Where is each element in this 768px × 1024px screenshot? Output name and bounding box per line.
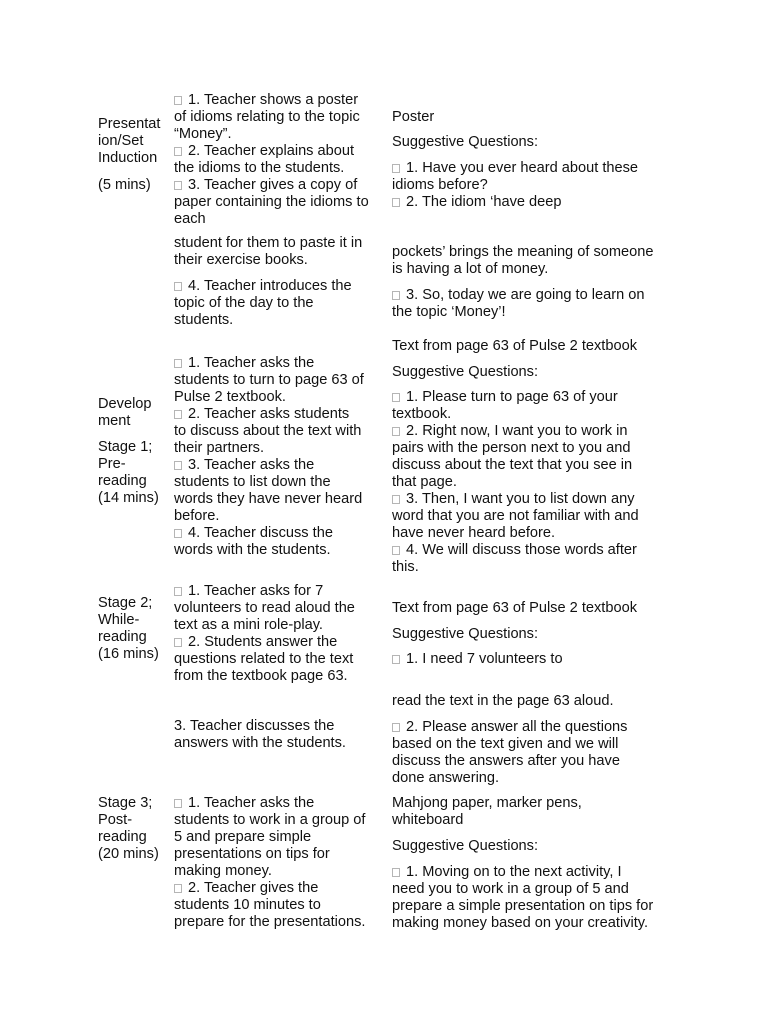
- bullet-icon: [174, 147, 182, 156]
- suggestive-questions: 2. Please answer all the questions based on the text given and we will discuss the answers after you have done answering.: [392, 719, 682, 787]
- bullet-icon: [392, 495, 400, 504]
- activity-steps: 4. Teacher introduces the topic of the day to the students.: [174, 278, 384, 329]
- suggestive-questions: 3. So, today we are going to learn on the topic ‘Money’!: [392, 287, 682, 321]
- bullet-icon: [392, 164, 400, 173]
- activity-line: 4. Teacher introduces the: [174, 278, 384, 295]
- activity-line: 2. Students answer the: [174, 634, 384, 651]
- activity-steps: student for them to paste it in their exercise books.: [174, 235, 363, 268]
- stage-label: Stage 2; While- reading (16 mins): [98, 595, 159, 662]
- bullet-icon: [174, 96, 182, 105]
- suggestive-questions: pockets’ brings the meaning of someone is having a lot of money.: [392, 244, 654, 277]
- materials: Mahjong paper, marker pens, whiteboard: [392, 795, 582, 828]
- activity-steps: 1. Teacher asks the students to work in a group of 5 and prepare simple presentations on tips for making money. 2. Teacher gives the students 10 minutes to prepare for the presentations.: [174, 795, 384, 931]
- stage-label: Stage 1; Pre- reading (14 mins): [98, 439, 159, 506]
- bullet-icon: [392, 723, 400, 732]
- stage-label: Stage 3; Post- reading (20 mins): [98, 795, 159, 862]
- activity-steps: 1. Teacher asks the students to turn to page 63 of Pulse 2 textbook. 2. Teacher asks students to discuss about the text with their partners. 3. Teacher asks the students to list down the words they have never heard before. 4. Teacher discuss the words with the students.: [174, 355, 384, 559]
- bullet-icon: [174, 587, 182, 596]
- question-line: 2. Right now, I want you to work in: [392, 423, 682, 440]
- question-line: 1. Please turn to page 63 of your: [392, 389, 682, 406]
- activity-line: 4. Teacher discuss the: [174, 525, 384, 542]
- questions-heading: Suggestive Questions:: [392, 626, 539, 642]
- activity-steps: 3. Teacher discusses the answers with the students.: [174, 718, 346, 751]
- bullet-icon: [392, 198, 400, 207]
- bullet-icon: [174, 884, 182, 893]
- suggestive-questions: 1. Have you ever heard about these idioms before? 2. The idiom ‘have deep: [392, 160, 682, 211]
- activity-steps: 1. Teacher shows a poster of idioms relating to the topic “Money”. 2. Teacher explains about the idioms to the students. 3. Teacher gives a copy of paper containing the idioms to each: [174, 92, 384, 228]
- suggestive-questions: 1. Please turn to page 63 of your textbook. 2. Right now, I want you to work in pairs with the person next to you and discuss about the text that you see in that page. 3. Then, I want you to list down any word that you are not familiar with and have never heard before. 4. We will discuss those words after this.: [392, 389, 682, 576]
- question-line: 4. We will discuss those words after: [392, 542, 682, 559]
- bullet-icon: [392, 868, 400, 877]
- bullet-icon: [174, 359, 182, 368]
- materials: Poster: [392, 109, 435, 125]
- bullet-icon: [392, 291, 400, 300]
- bullet-icon: [174, 181, 182, 190]
- question-line: 1. Moving on to the next activity, I: [392, 864, 682, 881]
- materials: Text from page 63 of Pulse 2 textbook: [392, 338, 637, 354]
- bullet-icon: [392, 546, 400, 555]
- activity-line: 1. Teacher asks the: [174, 795, 384, 812]
- activity-steps: 1. Teacher asks for 7 volunteers to read aloud the text as a mini role-play. 2. Students answer the questions related to the text from the textbook page 63.: [174, 583, 384, 685]
- activity-line: 2. Teacher asks students: [174, 406, 384, 423]
- questions-heading: Suggestive Questions:: [392, 838, 539, 854]
- bullet-icon: [174, 461, 182, 470]
- bullet-icon: [174, 529, 182, 538]
- bullet-icon: [392, 655, 400, 664]
- activity-line: 3. Teacher gives a copy of: [174, 177, 384, 194]
- activity-line: 2. Teacher explains about: [174, 143, 384, 160]
- question-line: 2. The idiom ‘have deep: [392, 194, 682, 211]
- activity-line: 2. Teacher gives the: [174, 880, 384, 897]
- question-line: 1. I need 7 volunteers to: [392, 651, 682, 668]
- suggestive-questions: [392, 651, 682, 668]
- questions-heading: Suggestive Questions:: [392, 134, 539, 150]
- question-line: 1. Have you ever heard about these: [392, 160, 682, 177]
- bullet-icon: [392, 427, 400, 436]
- stage-duration: (5 mins): [98, 177, 151, 193]
- bullet-icon: [392, 393, 400, 402]
- materials: Text from page 63 of Pulse 2 textbook: [392, 600, 637, 616]
- questions-heading: Suggestive Questions:: [392, 364, 539, 380]
- activity-line: 3. Teacher asks the: [174, 457, 384, 474]
- activity-line: 1. Teacher asks for 7: [174, 583, 384, 600]
- suggestive-questions: 1. Moving on to the next activity, I need you to work in a group of 5 and prepare a simple presentation on tips for making money based on your creativity.: [392, 864, 682, 932]
- stage-label: Presentat ion/Set Induction: [98, 116, 161, 166]
- question-line: 3. So, today we are going to learn on: [392, 287, 682, 304]
- section-heading: Develop ment: [98, 396, 152, 429]
- bullet-icon: [174, 638, 182, 647]
- suggestive-questions: read the text in the page 63 aloud.: [392, 693, 614, 709]
- question-line: 2. Please answer all the questions: [392, 719, 682, 736]
- bullet-icon: [174, 282, 182, 291]
- bullet-icon: [174, 410, 182, 419]
- activity-line: 1. Teacher shows a poster: [174, 92, 384, 109]
- question-line: 3. Then, I want you to list down any: [392, 491, 682, 508]
- bullet-icon: [174, 799, 182, 808]
- activity-line: 1. Teacher asks the: [174, 355, 384, 372]
